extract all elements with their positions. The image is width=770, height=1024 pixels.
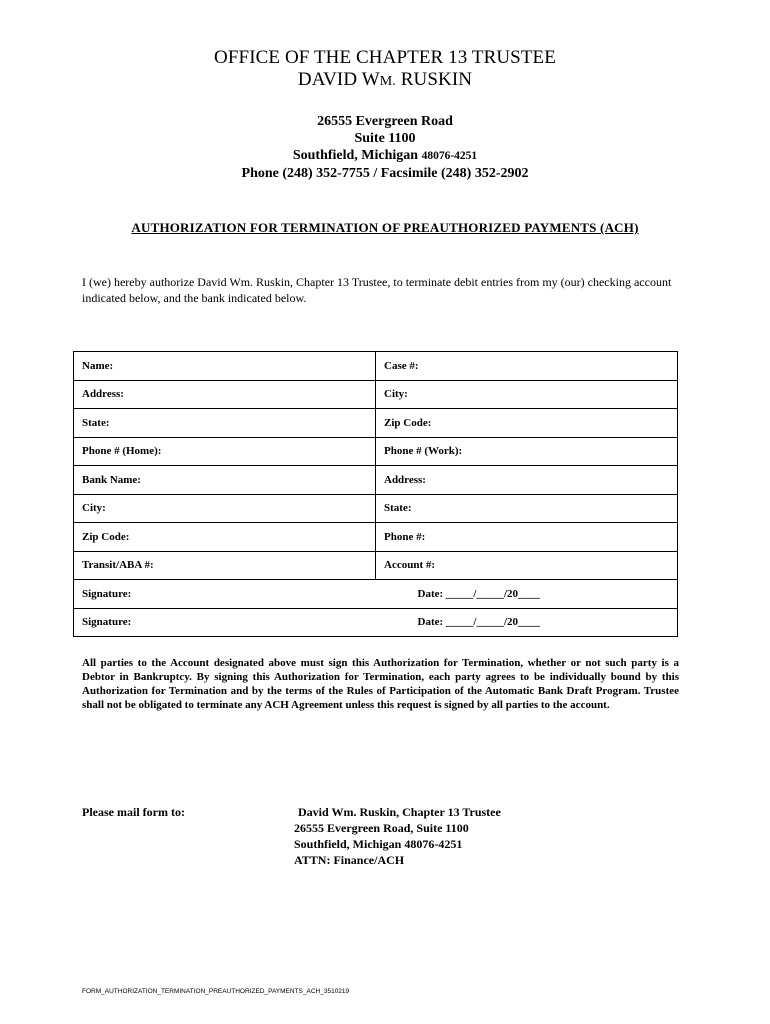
bank-address-field[interactable]: Address: [376,466,678,495]
table-row [74,352,678,381]
phone-work-field[interactable]: Phone # (Work): [376,437,678,466]
address-street: 26555 Evergreen Road [317,114,453,129]
trustee-name: DAVID WM. RUSKIN [297,69,473,90]
zip-code-field[interactable]: Zip Code: [376,409,678,438]
disclaimer-paragraph: All parties to the Account designated above must sign this Authorization for Termination, whether or not such party is a Debtor in Bankruptcy. By signing this Authorization for Termination, each party agrees to be individually bound by this Authorization for Termination and by the terms of the Rules of Participation of the Automatic Bank Draft Program. Trustee shall not be obligated to terminate any ACH Agreement unless this request is signed by all parties to the account. [82,657,679,711]
signature-field-1[interactable]: Signature: [74,580,376,609]
state-field[interactable]: State: [74,409,376,438]
office-header [0,47,770,93]
phone-home-field[interactable]: Phone # (Home): [74,437,376,466]
date-field-1[interactable]: Date: _____/_____/20____ [376,580,678,609]
date-field-2[interactable]: Date: _____/_____/20____ [376,608,678,637]
form-title: AUTHORIZATION FOR TERMINATION OF PREAUTHORIZED PAYMENTS (ACH) [131,220,639,235]
form-fields-table [73,351,678,637]
table-row [74,523,678,552]
table-row [74,608,678,637]
table-row [74,551,678,580]
form-code-footer: FORM_AUTHORIZATION_TERMINATION_PREAUTHORIZED_PAYMENTS_ACH_3510219 [82,988,350,995]
mail-city: Southfield, Michigan 48076-4251 [294,837,463,851]
bank-name-field[interactable]: Bank Name: [74,466,376,495]
city-field[interactable]: City: [376,380,678,409]
mail-recipient: David Wm. Ruskin, Chapter 13 Trustee [298,805,501,819]
name-field[interactable]: Name: [74,352,376,381]
mail-first-line [82,804,501,820]
table-row [74,409,678,438]
table-row [74,380,678,409]
table-row [74,494,678,523]
address-suite: Suite 1100 [354,131,416,146]
account-number-field[interactable]: Account #: [376,551,678,580]
signature-field-2[interactable]: Signature: [74,608,376,637]
bank-state-field[interactable]: State: [376,494,678,523]
office-address [0,113,770,182]
mailing-instructions [82,804,501,868]
mail-attn: ATTN: Finance/ACH [294,853,405,867]
table-row [74,580,678,609]
office-title: OFFICE OF THE CHAPTER 13 TRUSTEE [214,47,556,68]
mail-label: Please mail form to: [82,805,185,819]
address-field[interactable]: Address: [74,380,376,409]
case-number-field[interactable]: Case #: [376,352,678,381]
address-city: Southfield, Michigan 48076-4251 [292,148,478,163]
address-phone-fax: Phone (248) 352-7755 / Facsimile (248) 352-2902 [241,166,529,181]
transit-aba-field[interactable]: Transit/ABA #: [74,551,376,580]
mail-street: 26555 Evergreen Road, Suite 1100 [294,821,469,835]
table-row [74,437,678,466]
table-row [74,466,678,495]
intro-paragraph: I (we) hereby authorize David Wm. Ruskin, Chapter 13 Trustee, to terminate debit entries from my (our) checking account indicated below, and the bank indicated below. [82,275,672,305]
bank-city-field[interactable]: City: [74,494,376,523]
bank-phone-field[interactable]: Phone #: [376,523,678,552]
bank-zip-code-field[interactable]: Zip Code: [74,523,376,552]
